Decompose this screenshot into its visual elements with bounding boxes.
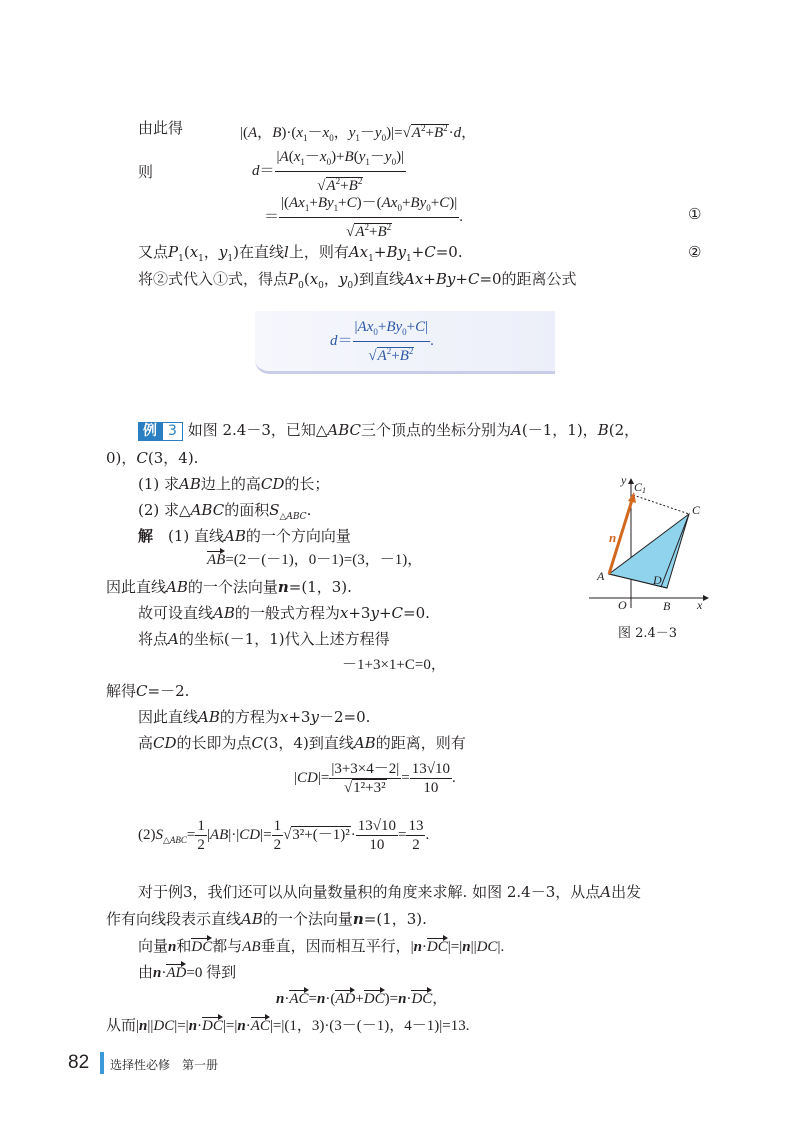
- figure-caption: 图 2.4－3: [618, 626, 678, 641]
- solution-line-9: 高CD的长即为点C(3，4)到直线AB的距离，则有: [138, 734, 466, 752]
- footer-bar: [100, 1052, 104, 1074]
- solution-line-2: AB=(2－(－1)，0－1)=(3，－1)，: [207, 552, 423, 568]
- d-lhs: d: [252, 162, 260, 179]
- derivation-line-4: 又点$P_1(x_1$，$y_1$)在直线l上，则有$Ax_1+By_1+C=0$.: [138, 243, 463, 264]
- book-title: 选择性必修 第一册: [110, 1058, 219, 1072]
- equation-marker-1: ①: [688, 205, 702, 223]
- remark-line-4: 由n·AD=0 得到: [138, 965, 237, 981]
- cd-length-formula: |CD|= $\frac{|3+3\times 4-2|}{\text{√1²+3²}}$ = $\frac{13√10}{10}$ .: [294, 761, 456, 796]
- solution-line-8: 因此直线AB的方程为x+3y－2=0.: [138, 708, 371, 726]
- derivation-line-5: 将②式代入①式，得点$P_0(x_0$，$y_0$)到直线Ax+By+C=0的距离公式: [138, 270, 577, 291]
- page-number: 82: [68, 1052, 90, 1073]
- derivation-label-2: 则: [138, 163, 154, 181]
- label-x: x: [697, 598, 703, 612]
- fraction-denominator: $√A^2+B^2$: [275, 171, 407, 195]
- x-axis-arrow: [703, 595, 709, 601]
- label-d: D: [653, 573, 662, 587]
- solution-line-6: －1+3×1+C=0，: [342, 657, 446, 673]
- label-n: n: [609, 530, 617, 545]
- area-formula: $(2)S_{\triangle ABC}=$ $\frac{1}{2}$ |AB|·|CD|= $\frac{1}{2}$ √3²+(－1)²· $\frac{13√10}{10}$ = $\frac{13}{2}$ .: [138, 818, 430, 853]
- distance-formula: d＝ $\frac{|Ax_0+By_0+C|}{√A^2+B^2}$ .: [330, 319, 434, 364]
- label-o: O: [618, 598, 627, 612]
- solution-line-5: 将点A的坐标(－1，1)代入上述方程得: [138, 630, 390, 648]
- example-intro-cont: 0)，C(3，4).: [106, 449, 199, 467]
- remark-line-6: 从而|n||DC|=|n·DC|=|n·AC|=|(1，3)·(3－(－1)，4－1)|=13.: [106, 1018, 470, 1034]
- equation-marker-2: ②: [688, 243, 702, 261]
- solution-label: 解: [138, 527, 154, 545]
- triangle-figure: [585, 470, 715, 615]
- label-a: A: [597, 569, 605, 583]
- question-2: (2) 求△ABC的面积$S_{\triangle ABC}$.: [138, 501, 312, 522]
- fraction-numerator: $|A(x_1-x_0)+B(y_1-y_0)|$: [276, 149, 405, 167]
- solution-line-1: 解 (1) 直线AB的一个方向向量: [138, 527, 351, 545]
- remark-line-3: 向量n和DC都与AB垂直，因而相互平行，|n·DC|=|n||DC|.: [138, 939, 505, 955]
- solution-line-7: 解得C=－2.: [106, 682, 190, 700]
- example-number: 3: [162, 422, 183, 441]
- derivation-formula-2: d＝ $\frac{|A(x_1-x_0)+B(y_1-y_0)|}{√A^2+B^2}$: [252, 149, 405, 194]
- example-heading: 例 3 如图 2.4－3，已知△ABC三个顶点的坐标分别为A(－1，1)，B(2，: [138, 421, 639, 441]
- solution-line-4: 故可设直线AB的一般式方程为x+3y+C=0.: [138, 604, 430, 622]
- remark-line-2: 作有向线段表示直线AB的一个法向量n=(1，3).: [106, 910, 427, 928]
- derivation-formula-3: ＝ $\frac{|(Ax_1+By_1+C)-(Ax_0+By_0+C)|}{√A^2+B^2}$ .: [264, 195, 463, 240]
- derivation-label-1: 由此得: [138, 119, 184, 137]
- solution-line-3: 因此直线AB的一个法向量n=(1，3).: [106, 578, 352, 596]
- remark-line-1: 对于例3，我们还可以从向量数量积的角度来求解. 如图 2.4－3，从点A出发: [138, 883, 642, 901]
- label-c1: C1: [634, 480, 647, 495]
- label-b: B: [663, 599, 671, 613]
- c1-c-dotted-line: [633, 495, 689, 514]
- label-c: C: [692, 503, 701, 517]
- derivation-formula-1: |(A，$B)\cdot(x_1-x_0$，$y_1-y_0)|=√A^2+B^2\cdot d$，: [240, 123, 477, 143]
- question-1: (1) 求AB边上的高CD的长；: [138, 475, 330, 493]
- example-badge: 例: [138, 422, 162, 441]
- label-y: y: [621, 473, 627, 487]
- remark-line-5: n·AC=n·(AD+DC)=n·DC，: [276, 991, 448, 1007]
